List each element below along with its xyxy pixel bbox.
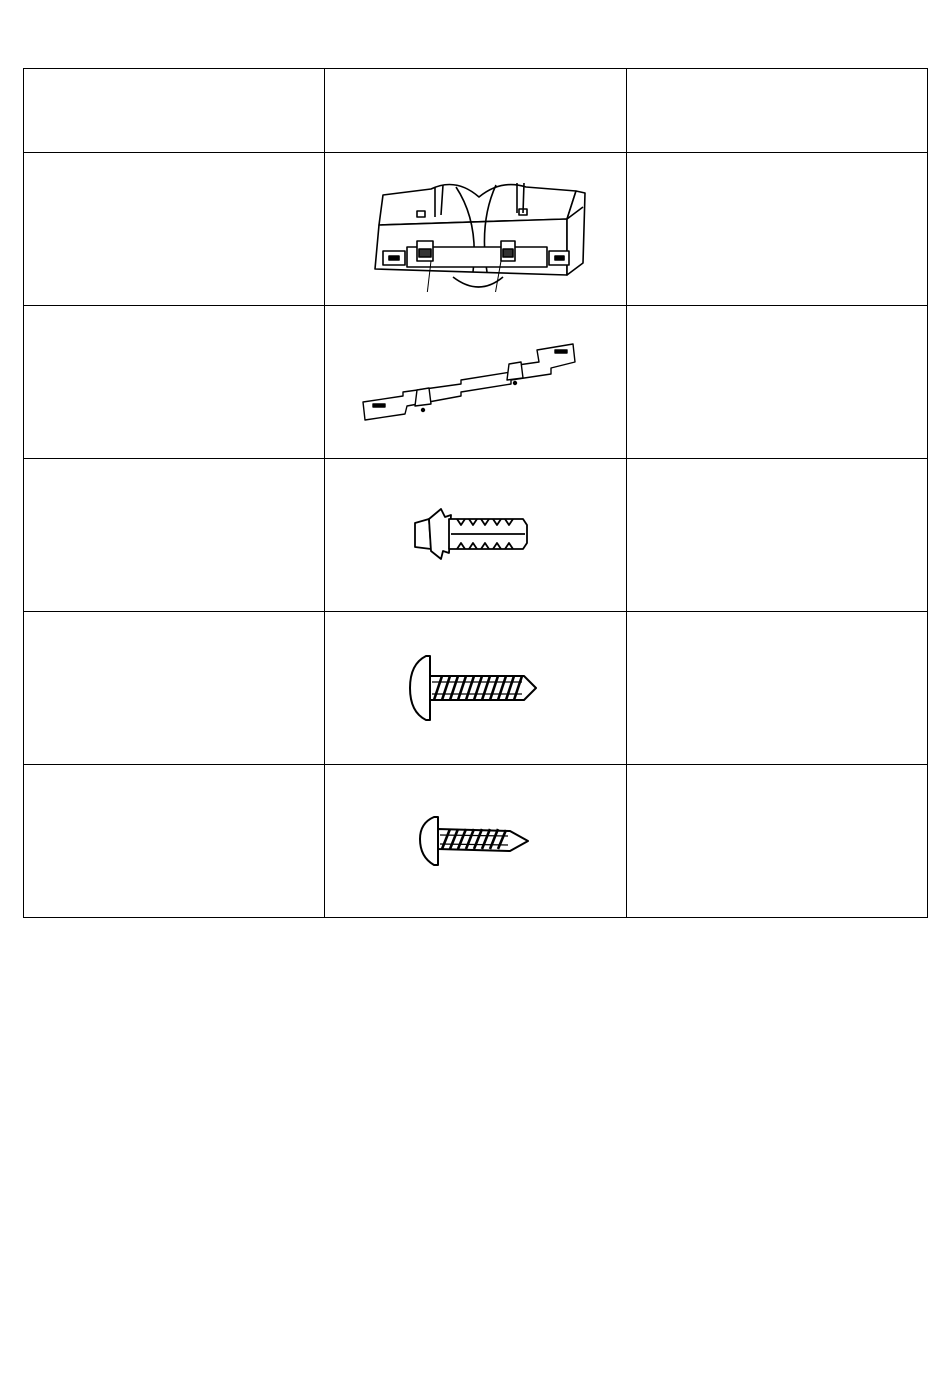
part-drawing-cell bbox=[325, 306, 627, 459]
part-drawing-cell bbox=[325, 459, 627, 612]
wall-anchor-icon bbox=[411, 505, 541, 565]
header-cell-name bbox=[24, 69, 325, 153]
part-quantity-cell bbox=[627, 306, 928, 459]
duct-connector-icon bbox=[361, 167, 591, 292]
part-name-cell bbox=[24, 306, 325, 459]
table-row bbox=[24, 612, 928, 765]
part-quantity-cell bbox=[627, 612, 928, 765]
table-row bbox=[24, 459, 928, 612]
part-name-cell bbox=[24, 459, 325, 612]
table-row bbox=[24, 153, 928, 306]
header-cell-quantity bbox=[627, 69, 928, 153]
part-drawing-cell bbox=[325, 153, 627, 306]
part-name-cell bbox=[24, 612, 325, 765]
part-name-cell bbox=[24, 765, 325, 918]
table-row bbox=[24, 765, 928, 918]
large-screw-icon bbox=[406, 648, 546, 728]
parts-table bbox=[23, 68, 928, 918]
table-row bbox=[24, 306, 928, 459]
table-header-row bbox=[24, 69, 928, 153]
part-name-cell bbox=[24, 153, 325, 306]
small-screw-icon bbox=[416, 811, 536, 871]
header-cell-drawing bbox=[325, 69, 627, 153]
part-quantity-cell bbox=[627, 153, 928, 306]
part-quantity-cell bbox=[627, 765, 928, 918]
part-drawing-cell bbox=[325, 765, 627, 918]
part-quantity-cell bbox=[627, 459, 928, 612]
mounting-bracket-icon bbox=[361, 332, 591, 432]
part-drawing-cell bbox=[325, 612, 627, 765]
